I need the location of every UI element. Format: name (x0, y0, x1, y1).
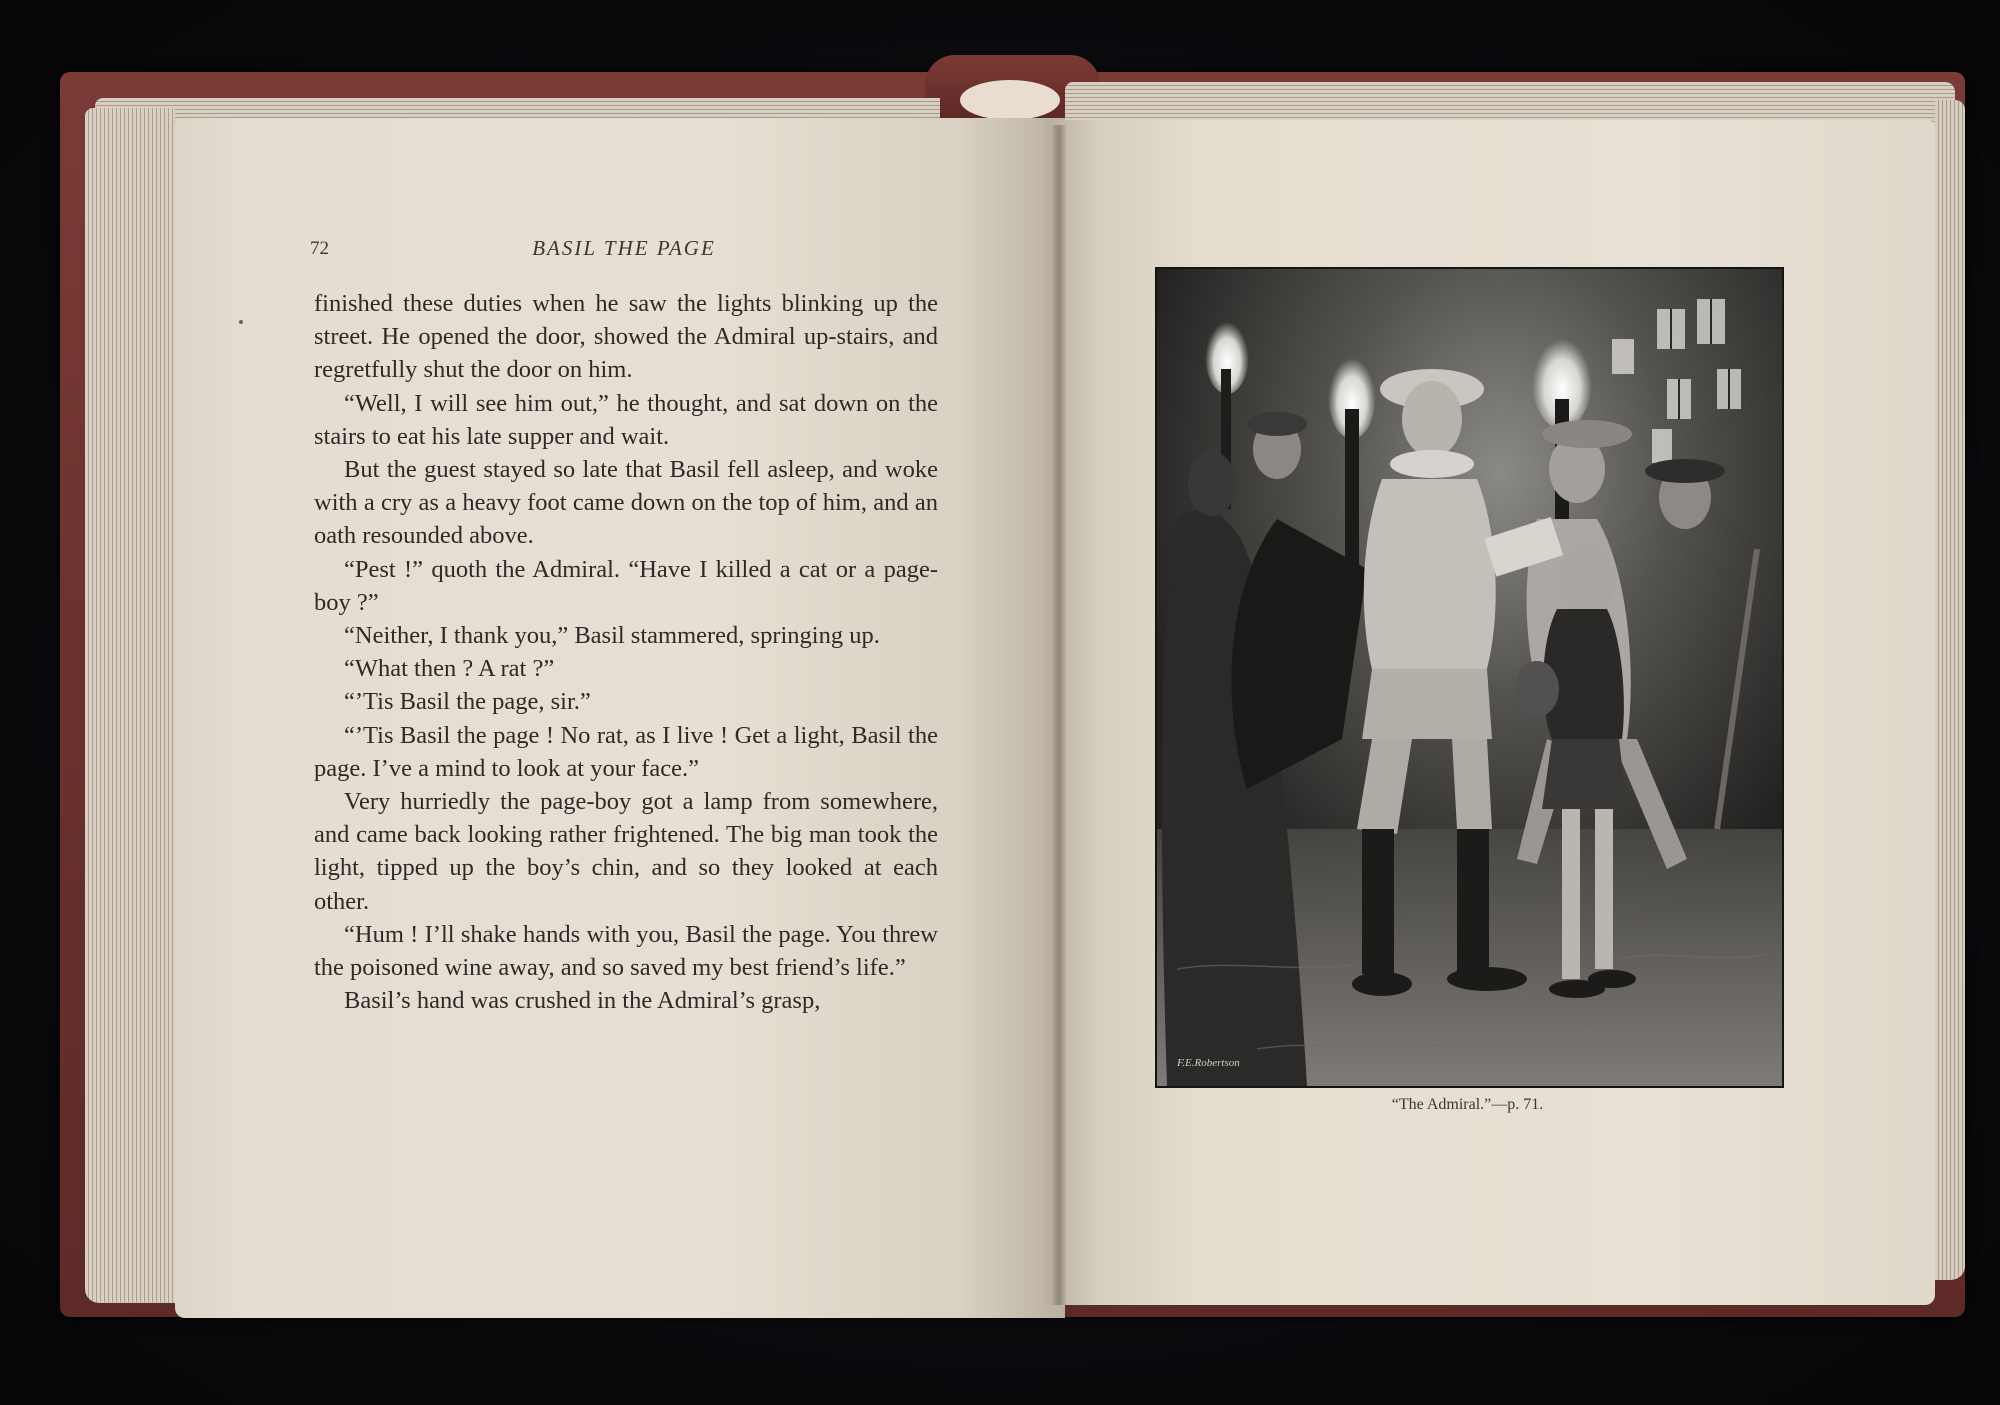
paragraph: “What then ? A rat ?” (344, 655, 555, 683)
page-edges-left (85, 108, 175, 1303)
running-title: BASIL THE PAGE (532, 236, 716, 260)
paragraph: Basil’s hand was crushed in the Admiral’s grasp, (344, 987, 821, 1015)
illustrator-signature: F.E.Robertson (1177, 1057, 1240, 1069)
spine-opening (960, 80, 1060, 120)
paper-speck (239, 320, 243, 324)
paragraph: “Well, I will see him out,” he thought, and sat down on the stairs to eat his late supper and wait. (314, 389, 938, 450)
paragraph: But the guest stayed so late that Basil fell asleep, and woke with a cry as a heavy foot came down on the top of him, and an oath resounded above. (314, 456, 938, 550)
page-edges-right (1935, 100, 1965, 1280)
illustration-caption: “The Admiral.”—p. 71. (1391, 1096, 1544, 1113)
book-gutter (1052, 125, 1066, 1305)
illustration-plate (1155, 267, 1784, 1088)
paragraph: Very hurriedly the page-boy got a lamp from somewhere, and came back looking rather frightened. The big man took the light, tipped up the boy’s chin, and so they looked at each other. (314, 788, 938, 915)
paragraph: “Hum ! I’ll shake hands with you, Basil the page. You threw the poisoned wine away, and so saved my best friend’s life.” (314, 920, 938, 982)
body-text (314, 287, 938, 1017)
page-number: 72 (310, 238, 329, 259)
paragraph: “Pest !” quoth the Admiral. “Have I killed a cat or a page-boy ?” (314, 555, 938, 616)
paragraph: finished these duties when he saw the lights blinking up the street. He opened the door, showed the Admiral up-stairs, and regretfully shut the door on him. (314, 290, 938, 384)
admiral-illustration (1157, 269, 1782, 1086)
paragraph: “’Tis Basil the page, sir.” (344, 688, 591, 716)
paragraph: “Neither, I thank you,” Basil stammered, springing up. (344, 622, 880, 650)
running-head (310, 236, 938, 266)
paragraph: “’Tis Basil the page ! No rat, as I live ! Get a light, Basil the page. I’ve a mind to look at your face.” (314, 721, 938, 782)
